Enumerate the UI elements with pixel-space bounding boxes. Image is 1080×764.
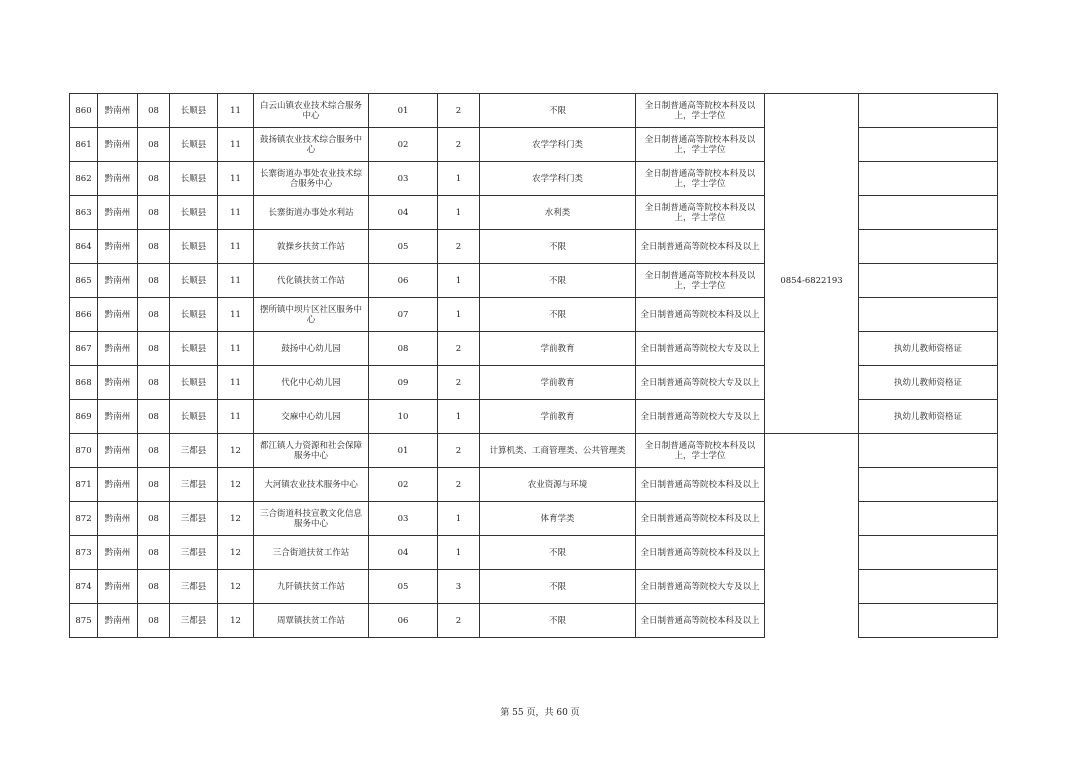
recruiting-unit-cell: 摆所镇中坝片区社区服务中心	[254, 298, 369, 332]
recruiting-unit-cell: 代化镇扶贫工作站	[254, 264, 369, 298]
position-code-cell: 09	[369, 366, 438, 400]
other-requirement-cell	[859, 162, 998, 196]
position-code-cell: 03	[369, 162, 438, 196]
prefecture-code-cell: 08	[138, 94, 170, 128]
table-row	[70, 196, 998, 230]
other-requirement-cell	[859, 604, 998, 638]
major-requirement-cell: 计算机类、工商管理类、公共管理类	[480, 434, 636, 468]
row-number-cell: 862	[70, 162, 98, 196]
education-requirement-cell: 全日制普通高等院校本科及以上	[636, 468, 765, 502]
contact-phone-cell	[765, 434, 859, 468]
other-requirement-cell	[859, 230, 998, 264]
contact-phone-cell	[765, 128, 859, 162]
table-row	[70, 468, 998, 502]
recruit-count-cell: 2	[438, 128, 480, 162]
recruit-count-cell: 1	[438, 298, 480, 332]
major-requirement-cell: 不限	[480, 536, 636, 570]
county-cell: 三都县	[170, 604, 218, 638]
prefecture-cell: 黔南州	[98, 128, 138, 162]
other-requirement-cell	[859, 570, 998, 604]
prefecture-code-cell: 08	[138, 332, 170, 366]
position-code-cell: 03	[369, 502, 438, 536]
county-cell: 三都县	[170, 434, 218, 468]
recruiting-unit-cell: 代化中心幼儿园	[254, 366, 369, 400]
prefecture-cell: 黔南州	[98, 570, 138, 604]
recruit-count-cell: 1	[438, 264, 480, 298]
position-code-cell: 04	[369, 196, 438, 230]
row-number-cell: 871	[70, 468, 98, 502]
major-requirement-cell: 水利类	[480, 196, 636, 230]
other-requirement-cell	[859, 536, 998, 570]
major-requirement-cell: 不限	[480, 264, 636, 298]
contact-phone-cell	[765, 536, 859, 570]
position-code-cell: 02	[369, 128, 438, 162]
contact-phone-cell: 0854-6822193	[765, 264, 859, 298]
county-code-cell: 12	[218, 502, 254, 536]
county-code-cell: 12	[218, 468, 254, 502]
county-code-cell: 11	[218, 264, 254, 298]
row-number-cell: 864	[70, 230, 98, 264]
prefecture-code-cell: 08	[138, 162, 170, 196]
table-row	[70, 264, 998, 298]
county-code-cell: 11	[218, 162, 254, 196]
recruiting-unit-cell: 大河镇农业技术服务中心	[254, 468, 369, 502]
recruiting-unit-cell: 长寨街道办事处水利站	[254, 196, 369, 230]
county-code-cell: 11	[218, 94, 254, 128]
education-requirement-cell: 全日制普通高等院校本科及以上	[636, 298, 765, 332]
position-code-cell: 05	[369, 570, 438, 604]
prefecture-code-cell: 08	[138, 128, 170, 162]
table-row	[70, 366, 998, 400]
recruit-count-cell: 1	[438, 536, 480, 570]
prefecture-code-cell: 08	[138, 400, 170, 434]
county-cell: 三都县	[170, 468, 218, 502]
prefecture-code-cell: 08	[138, 570, 170, 604]
contact-phone-cell	[765, 570, 859, 604]
prefecture-cell: 黔南州	[98, 400, 138, 434]
recruiting-unit-cell: 都江镇人力资源和社会保障服务中心	[254, 434, 369, 468]
education-requirement-cell: 全日制普通高等院校大专及以上	[636, 570, 765, 604]
county-code-cell: 11	[218, 196, 254, 230]
prefecture-code-cell: 08	[138, 230, 170, 264]
education-requirement-cell: 全日制普通高等院校大专及以上	[636, 332, 765, 366]
recruit-count-cell: 1	[438, 400, 480, 434]
position-code-cell: 06	[369, 264, 438, 298]
table-row	[70, 162, 998, 196]
prefecture-cell: 黔南州	[98, 536, 138, 570]
major-requirement-cell: 农学学科门类	[480, 128, 636, 162]
recruiting-unit-cell: 敦操乡扶贫工作站	[254, 230, 369, 264]
other-requirement-cell: 执幼儿教师资格证	[859, 366, 998, 400]
education-requirement-cell: 全日制普通高等院校本科及以上	[636, 502, 765, 536]
row-number-cell: 863	[70, 196, 98, 230]
prefecture-cell: 黔南州	[98, 604, 138, 638]
position-code-cell: 04	[369, 536, 438, 570]
education-requirement-cell: 全日制普通高等院校本科及以上，学士学位	[636, 434, 765, 468]
prefecture-code-cell: 08	[138, 468, 170, 502]
contact-phone-cell	[765, 604, 859, 638]
row-number-cell: 868	[70, 366, 98, 400]
contact-phone-cell	[765, 162, 859, 196]
prefecture-cell: 黔南州	[98, 230, 138, 264]
county-cell: 长顺县	[170, 332, 218, 366]
recruiting-unit-cell: 周覃镇扶贫工作站	[254, 604, 369, 638]
county-code-cell: 11	[218, 230, 254, 264]
recruiting-unit-cell: 九阡镇扶贫工作站	[254, 570, 369, 604]
row-number-cell: 874	[70, 570, 98, 604]
county-cell: 长顺县	[170, 264, 218, 298]
county-cell: 长顺县	[170, 196, 218, 230]
recruit-count-cell: 1	[438, 196, 480, 230]
contact-phone-cell	[765, 366, 859, 400]
major-requirement-cell: 体育学类	[480, 502, 636, 536]
position-code-cell: 01	[369, 94, 438, 128]
prefecture-code-cell: 08	[138, 298, 170, 332]
county-cell: 长顺县	[170, 400, 218, 434]
recruit-count-cell: 2	[438, 366, 480, 400]
major-requirement-cell: 不限	[480, 94, 636, 128]
county-cell: 三都县	[170, 570, 218, 604]
education-requirement-cell: 全日制普通高等院校本科及以上，学士学位	[636, 162, 765, 196]
prefecture-cell: 黔南州	[98, 298, 138, 332]
table-row	[70, 604, 998, 638]
position-code-cell: 10	[369, 400, 438, 434]
recruiting-unit-cell: 鼓扬镇农业技术综合服务中心	[254, 128, 369, 162]
prefecture-code-cell: 08	[138, 434, 170, 468]
contact-phone-cell	[765, 230, 859, 264]
county-code-cell: 11	[218, 400, 254, 434]
recruitment-table	[69, 93, 998, 638]
education-requirement-cell: 全日制普通高等院校本科及以上	[636, 536, 765, 570]
other-requirement-cell: 执幼儿教师资格证	[859, 332, 998, 366]
row-number-cell: 870	[70, 434, 98, 468]
position-code-cell: 02	[369, 468, 438, 502]
table-body	[70, 94, 998, 638]
county-cell: 长顺县	[170, 128, 218, 162]
other-requirement-cell	[859, 196, 998, 230]
prefecture-cell: 黔南州	[98, 366, 138, 400]
recruit-count-cell: 1	[438, 162, 480, 196]
row-number-cell: 867	[70, 332, 98, 366]
row-number-cell: 860	[70, 94, 98, 128]
county-code-cell: 12	[218, 434, 254, 468]
education-requirement-cell: 全日制普通高等院校本科及以上，学士学位	[636, 128, 765, 162]
county-cell: 长顺县	[170, 94, 218, 128]
row-number-cell: 865	[70, 264, 98, 298]
prefecture-code-cell: 08	[138, 604, 170, 638]
county-code-cell: 11	[218, 128, 254, 162]
table-row	[70, 332, 998, 366]
major-requirement-cell: 不限	[480, 604, 636, 638]
prefecture-code-cell: 08	[138, 196, 170, 230]
prefecture-cell: 黔南州	[98, 502, 138, 536]
position-code-cell: 01	[369, 434, 438, 468]
recruiting-unit-cell: 鼓扬中心幼儿园	[254, 332, 369, 366]
table-row	[70, 502, 998, 536]
county-cell: 长顺县	[170, 162, 218, 196]
major-requirement-cell: 学前教育	[480, 400, 636, 434]
contact-phone-cell	[765, 400, 859, 434]
other-requirement-cell	[859, 94, 998, 128]
recruit-count-cell: 2	[438, 94, 480, 128]
row-number-cell: 875	[70, 604, 98, 638]
prefecture-code-cell: 08	[138, 502, 170, 536]
county-code-cell: 12	[218, 570, 254, 604]
prefecture-cell: 黔南州	[98, 162, 138, 196]
prefecture-code-cell: 08	[138, 366, 170, 400]
county-code-cell: 12	[218, 604, 254, 638]
county-code-cell: 11	[218, 332, 254, 366]
contact-phone-cell	[765, 468, 859, 502]
recruiting-unit-cell: 三合街道扶贫工作站	[254, 536, 369, 570]
prefecture-cell: 黔南州	[98, 196, 138, 230]
prefecture-code-cell: 08	[138, 536, 170, 570]
county-cell: 长顺县	[170, 366, 218, 400]
prefecture-cell: 黔南州	[98, 94, 138, 128]
position-code-cell: 06	[369, 604, 438, 638]
other-requirement-cell	[859, 298, 998, 332]
prefecture-cell: 黔南州	[98, 332, 138, 366]
county-cell: 长顺县	[170, 298, 218, 332]
table-row	[70, 128, 998, 162]
other-requirement-cell	[859, 468, 998, 502]
prefecture-cell: 黔南州	[98, 468, 138, 502]
table-row	[70, 94, 998, 128]
major-requirement-cell: 学前教育	[480, 366, 636, 400]
prefecture-cell: 黔南州	[98, 434, 138, 468]
other-requirement-cell	[859, 502, 998, 536]
recruit-count-cell: 2	[438, 604, 480, 638]
table-row	[70, 230, 998, 264]
recruiting-unit-cell: 白云山镇农业技术综合服务中心	[254, 94, 369, 128]
prefecture-code-cell: 08	[138, 264, 170, 298]
contact-phone-cell	[765, 196, 859, 230]
row-number-cell: 866	[70, 298, 98, 332]
table-row	[70, 400, 998, 434]
other-requirement-cell	[859, 264, 998, 298]
education-requirement-cell: 全日制普通高等院校大专及以上	[636, 400, 765, 434]
county-cell: 长顺县	[170, 230, 218, 264]
table-row	[70, 434, 998, 468]
position-code-cell: 05	[369, 230, 438, 264]
education-requirement-cell: 全日制普通高等院校本科及以上，学士学位	[636, 196, 765, 230]
contact-phone-cell	[765, 332, 859, 366]
table-row	[70, 570, 998, 604]
major-requirement-cell: 不限	[480, 298, 636, 332]
other-requirement-cell	[859, 128, 998, 162]
county-code-cell: 12	[218, 536, 254, 570]
position-code-cell: 08	[369, 332, 438, 366]
row-number-cell: 869	[70, 400, 98, 434]
table-row	[70, 298, 998, 332]
prefecture-cell: 黔南州	[98, 264, 138, 298]
recruit-count-cell: 2	[438, 468, 480, 502]
other-requirement-cell: 执幼儿教师资格证	[859, 400, 998, 434]
county-code-cell: 11	[218, 298, 254, 332]
county-code-cell: 11	[218, 366, 254, 400]
recruiting-unit-cell: 长寨街道办事处农业技术综合服务中心	[254, 162, 369, 196]
major-requirement-cell: 不限	[480, 230, 636, 264]
contact-phone-cell	[765, 502, 859, 536]
page-footer: 第 55 页，共 60 页	[500, 708, 580, 718]
recruiting-unit-cell: 交麻中心幼儿园	[254, 400, 369, 434]
other-requirement-cell	[859, 434, 998, 468]
contact-phone-cell	[765, 94, 859, 128]
recruit-count-cell: 1	[438, 502, 480, 536]
major-requirement-cell: 学前教育	[480, 332, 636, 366]
table-row	[70, 536, 998, 570]
major-requirement-cell: 不限	[480, 570, 636, 604]
contact-phone-cell	[765, 298, 859, 332]
education-requirement-cell: 全日制普通高等院校本科及以上	[636, 604, 765, 638]
county-cell: 三都县	[170, 502, 218, 536]
row-number-cell: 861	[70, 128, 98, 162]
major-requirement-cell: 农业资源与环境	[480, 468, 636, 502]
county-cell: 三都县	[170, 536, 218, 570]
recruiting-unit-cell: 三合街道科技宣教文化信息服务中心	[254, 502, 369, 536]
education-requirement-cell: 全日制普通高等院校本科及以上，学士学位	[636, 264, 765, 298]
major-requirement-cell: 农学学科门类	[480, 162, 636, 196]
recruit-count-cell: 2	[438, 230, 480, 264]
education-requirement-cell: 全日制普通高等院校本科及以上，学士学位	[636, 94, 765, 128]
education-requirement-cell: 全日制普通高等院校本科及以上	[636, 230, 765, 264]
education-requirement-cell: 全日制普通高等院校大专及以上	[636, 366, 765, 400]
row-number-cell: 873	[70, 536, 98, 570]
row-number-cell: 872	[70, 502, 98, 536]
recruit-count-cell: 2	[438, 332, 480, 366]
recruit-count-cell: 3	[438, 570, 480, 604]
position-code-cell: 07	[369, 298, 438, 332]
recruit-count-cell: 2	[438, 434, 480, 468]
